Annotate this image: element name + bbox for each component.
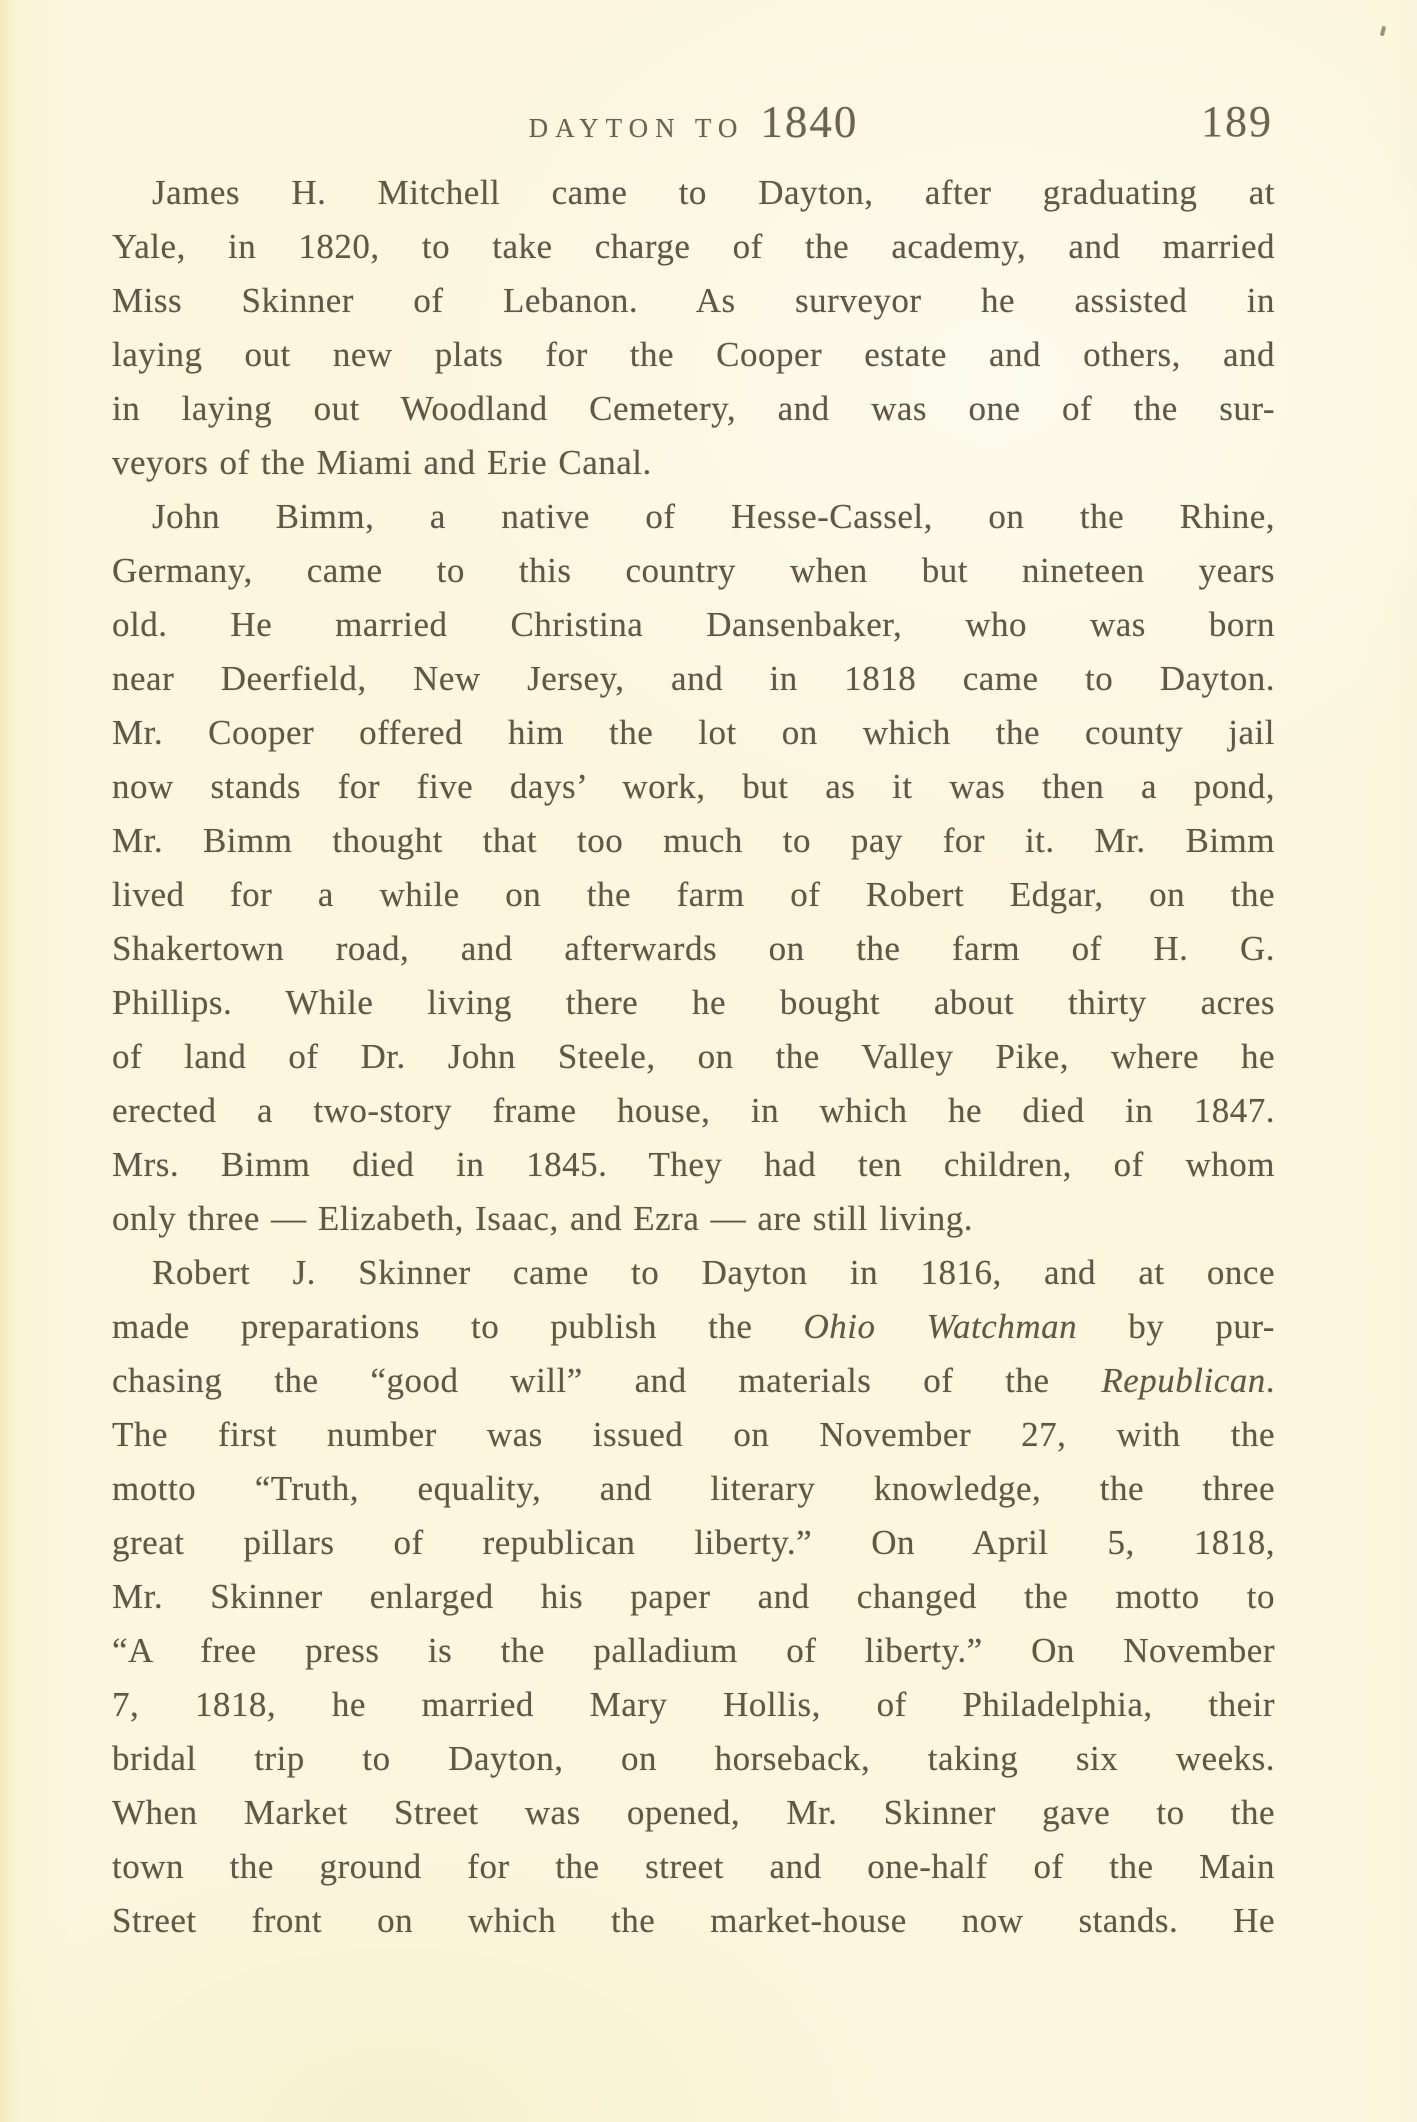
text-line [112,1030,1275,1084]
text-segment: by pur- [1077,1307,1275,1346]
text-line [112,1138,1275,1192]
text-line [112,166,1275,220]
text-line [112,1192,1275,1246]
text-segment: Shakertown road, and afterwards on the farm of H. G. [112,929,1275,968]
text-segment: chasing the “good will” and materials of the [112,1361,1102,1400]
text-segment: Germany, came to this country when but nineteen years [112,551,1275,590]
text-segment: veyors of the Miami and Erie Canal. [112,443,652,482]
text-segment: Miss Skinner of Lebanon. As surveyor he assisted in [112,281,1275,320]
text-segment: Yale, in 1820, to take charge of the academy, and married [112,227,1275,266]
text-segment: laying out new plats for the Cooper estate and others, and [112,335,1275,374]
text-segment: town the ground for the street and one-half of the Main [112,1847,1275,1886]
paragraph [112,1246,1275,1948]
text-segment: Phillips. While living there he bought about thirty acres [112,983,1275,1022]
text-line [112,1732,1275,1786]
text-line [112,1624,1275,1678]
text-line [112,274,1275,328]
text-line [112,868,1275,922]
text-segment: only three — Elizabeth, Isaac, and Ezra — are still living. [112,1199,974,1238]
italic-text-segment: Ohio Watchman [803,1307,1078,1346]
paragraph [112,490,1275,1246]
text-line [112,598,1275,652]
text-segment: great pillars of republican liberty.” On April 5, 1818, [112,1523,1275,1562]
text-segment: made preparations to publish the [112,1307,804,1346]
text-segment: erected a two-story frame house, in which he died in 1847. [112,1091,1275,1130]
text-segment: James H. Mitchell came to Dayton, after graduating at [152,173,1275,212]
text-segment: Street front on which the market-house now stands. He [112,1901,1275,1940]
text-line [112,706,1275,760]
text-segment: The first number was issued on November 27, with the [112,1415,1275,1454]
text-line [112,1246,1275,1300]
text-segment: Mr. Skinner enlarged his paper and changed the motto to [112,1577,1275,1616]
text-line [112,1462,1275,1516]
paragraph [112,166,1275,490]
text-line [112,1516,1275,1570]
text-line [112,814,1275,868]
running-head-title [112,94,1275,161]
text-line [112,220,1275,274]
text-segment: John Bimm, a native of Hesse-Cassel, on the Rhine, [152,497,1275,536]
text-segment: 7, 1818, he married Mary Hollis, of Philadelphia, their [112,1685,1275,1724]
text-line [112,760,1275,814]
text-line [112,922,1275,976]
text-segment: now stands for five days’ work, but as it was then a pond, [112,767,1275,806]
text-segment: bridal trip to Dayton, on horseback, taking six weeks. [112,1739,1275,1778]
text-line [112,652,1275,706]
text-line [112,1570,1275,1624]
text-line [112,1840,1275,1894]
text-segment: motto “Truth, equality, and literary knowledge, the three [112,1469,1275,1508]
text-block [112,166,1275,1948]
text-segment: Robert J. Skinner came to Dayton in 1816, and at once [152,1253,1275,1292]
text-segment: lived for a while on the farm of Robert Edgar, on the [112,875,1275,914]
text-line [112,1894,1275,1948]
text-segment: near Deerfield, New Jersey, and in 1818 came to Dayton. [112,659,1275,698]
running-head-year: 1840 [760,97,859,147]
text-line [112,1786,1275,1840]
running-head-section: DAYTON TO [528,113,745,143]
text-line [112,1300,1275,1354]
italic-text-segment: Republican [1101,1361,1266,1400]
running-head [112,94,1275,150]
text-segment: Mrs. Bimm died in 1845. They had ten children, of whom [112,1145,1275,1184]
text-segment: Mr. Cooper offered him the lot on which the county jail [112,713,1275,752]
text-segment: Mr. Bimm thought that too much to pay for it. Mr. Bimm [112,821,1275,860]
text-segment: . [1265,1361,1275,1400]
text-line [112,1408,1275,1462]
text-line [112,382,1275,436]
text-segment: old. He married Christina Dansenbaker, who was born [112,605,1275,644]
text-line [112,976,1275,1030]
text-segment: of land of Dr. John Steele, on the Valley Pike, where he [112,1037,1275,1076]
scan-speck [1380,26,1386,37]
text-line [112,1354,1275,1408]
text-line [112,1084,1275,1138]
text-line [112,544,1275,598]
text-segment: “A free press is the palladium of liberty.” On November [112,1631,1275,1670]
text-line [112,490,1275,544]
text-line [112,1678,1275,1732]
text-segment: When Market Street was opened, Mr. Skinner gave to the [112,1793,1275,1832]
text-line [112,328,1275,382]
text-line [112,436,1275,490]
page-number: 189 [1201,97,1273,146]
text-segment: in laying out Woodland Cemetery, and was one of the sur- [112,389,1275,428]
